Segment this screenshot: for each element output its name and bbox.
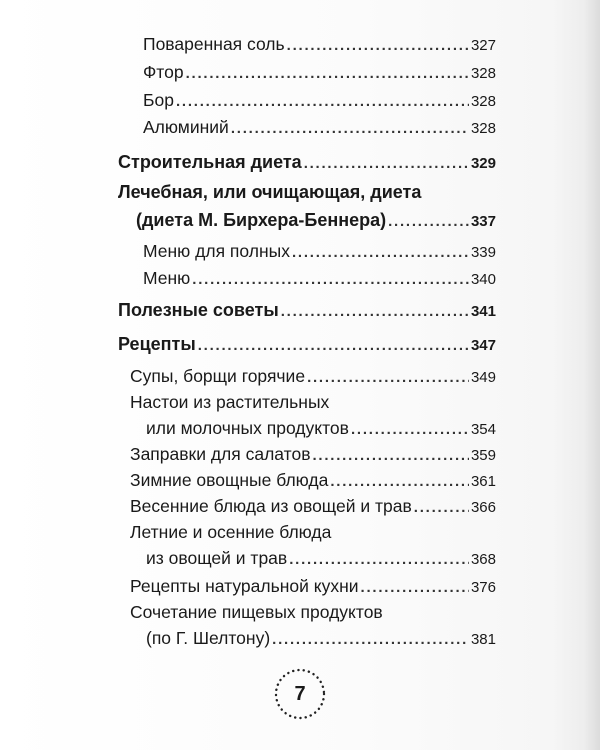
toc-section-title: (диета М. Бирхера-Беннера) xyxy=(136,210,387,230)
toc-section-page: 329 xyxy=(470,155,496,172)
toc-entry xyxy=(143,117,496,138)
toc-leader-dots xyxy=(388,210,469,231)
toc-section-page: 341 xyxy=(470,303,496,320)
toc-entry-page: 327 xyxy=(470,37,496,54)
toc-entry-title: Весенние блюда из овощей и трав xyxy=(130,496,412,516)
toc-entry-title: Заправки для салатов xyxy=(130,444,311,464)
toc-section-page: 347 xyxy=(470,337,496,354)
toc-entry-page: 339 xyxy=(470,244,496,261)
toc-section-page: 337 xyxy=(470,213,496,230)
toc-entry-page: 381 xyxy=(470,631,496,648)
toc-leader-dots xyxy=(330,470,469,491)
toc-entry-title-line1: Настои из растительных xyxy=(130,392,330,412)
page-number-badge xyxy=(271,665,329,723)
toc-entry xyxy=(146,548,496,569)
toc-entry-page: 328 xyxy=(470,93,496,110)
toc-entry xyxy=(130,366,496,387)
toc-leader-dots xyxy=(304,152,469,173)
toc-leader-dots xyxy=(307,366,469,387)
toc-entry-page: 368 xyxy=(470,551,496,568)
toc-entry-page: 354 xyxy=(470,421,496,438)
toc-entry xyxy=(143,268,496,289)
toc-entry-title: Фтор xyxy=(143,62,184,82)
toc-entry-page: 328 xyxy=(470,65,496,82)
toc-entry-title: Алюминий xyxy=(143,117,229,137)
toc-entry-title: Бор xyxy=(143,90,174,110)
toc-leader-dots xyxy=(186,62,469,83)
toc-leader-dots xyxy=(176,90,469,111)
toc-entry-title: Меню для полных xyxy=(143,241,290,261)
toc-entry-title: Зимние овощные блюда xyxy=(130,470,329,490)
toc-leader-dots xyxy=(231,117,469,138)
toc-leader-dots xyxy=(414,496,469,517)
toc-section-title: Рецепты xyxy=(118,334,196,354)
toc-leader-dots xyxy=(281,300,469,321)
toc-entry-title: Рецепты натуральной кухни xyxy=(130,576,359,596)
toc-entry xyxy=(146,628,496,649)
toc-entry-page: 361 xyxy=(470,473,496,490)
toc-entry-page: 328 xyxy=(470,120,496,137)
toc-entry xyxy=(146,418,496,439)
toc-entry xyxy=(130,576,496,597)
toc-leader-dots xyxy=(313,444,469,465)
toc-section-title: Строительная диета xyxy=(118,152,302,172)
toc-entry-title: или молочных продуктов xyxy=(146,418,349,438)
toc-entry-page: 349 xyxy=(470,369,496,386)
toc-entry-title: (по Г. Шелтону) xyxy=(146,628,271,648)
toc-entry-page: 366 xyxy=(470,499,496,516)
toc-leader-dots xyxy=(289,548,469,569)
toc-entry xyxy=(143,90,496,111)
toc-section xyxy=(136,210,496,231)
toc-leader-dots xyxy=(292,241,469,262)
toc-entry-title-line1: Сочетание пищевых продуктов xyxy=(130,602,383,622)
toc-leader-dots xyxy=(361,576,469,597)
toc-section-title-line1: Лечебная, или очищающая, диета xyxy=(118,182,422,202)
toc-leader-dots xyxy=(351,418,469,439)
toc-section xyxy=(118,300,496,321)
toc-entry-page: 340 xyxy=(470,271,496,288)
toc-section-title: Полезные советы xyxy=(118,300,279,320)
toc-section xyxy=(118,334,496,355)
toc-entry-title: Супы, борщи горячие xyxy=(130,366,306,386)
toc-section xyxy=(118,152,496,173)
toc-entry-title-line1: Летние и осенние блюда xyxy=(130,522,332,542)
toc-entry xyxy=(143,62,496,83)
toc-entry-title: Меню xyxy=(143,268,191,288)
toc-entry-page: 359 xyxy=(470,447,496,464)
toc-leader-dots xyxy=(198,334,469,355)
toc-entry xyxy=(130,470,496,491)
toc-leader-dots xyxy=(287,34,469,55)
toc-entry xyxy=(143,34,496,55)
toc-leader-dots xyxy=(192,268,469,289)
page-number: 7 xyxy=(294,683,306,705)
toc-entry xyxy=(130,444,496,465)
toc-entry xyxy=(130,496,496,517)
toc-leader-dots xyxy=(272,628,469,649)
toc-entry xyxy=(143,241,496,262)
toc-entry-title: из овощей и трав xyxy=(146,548,288,568)
toc-entry-page: 376 xyxy=(470,579,496,596)
toc-entry-title: Поваренная соль xyxy=(143,34,285,54)
